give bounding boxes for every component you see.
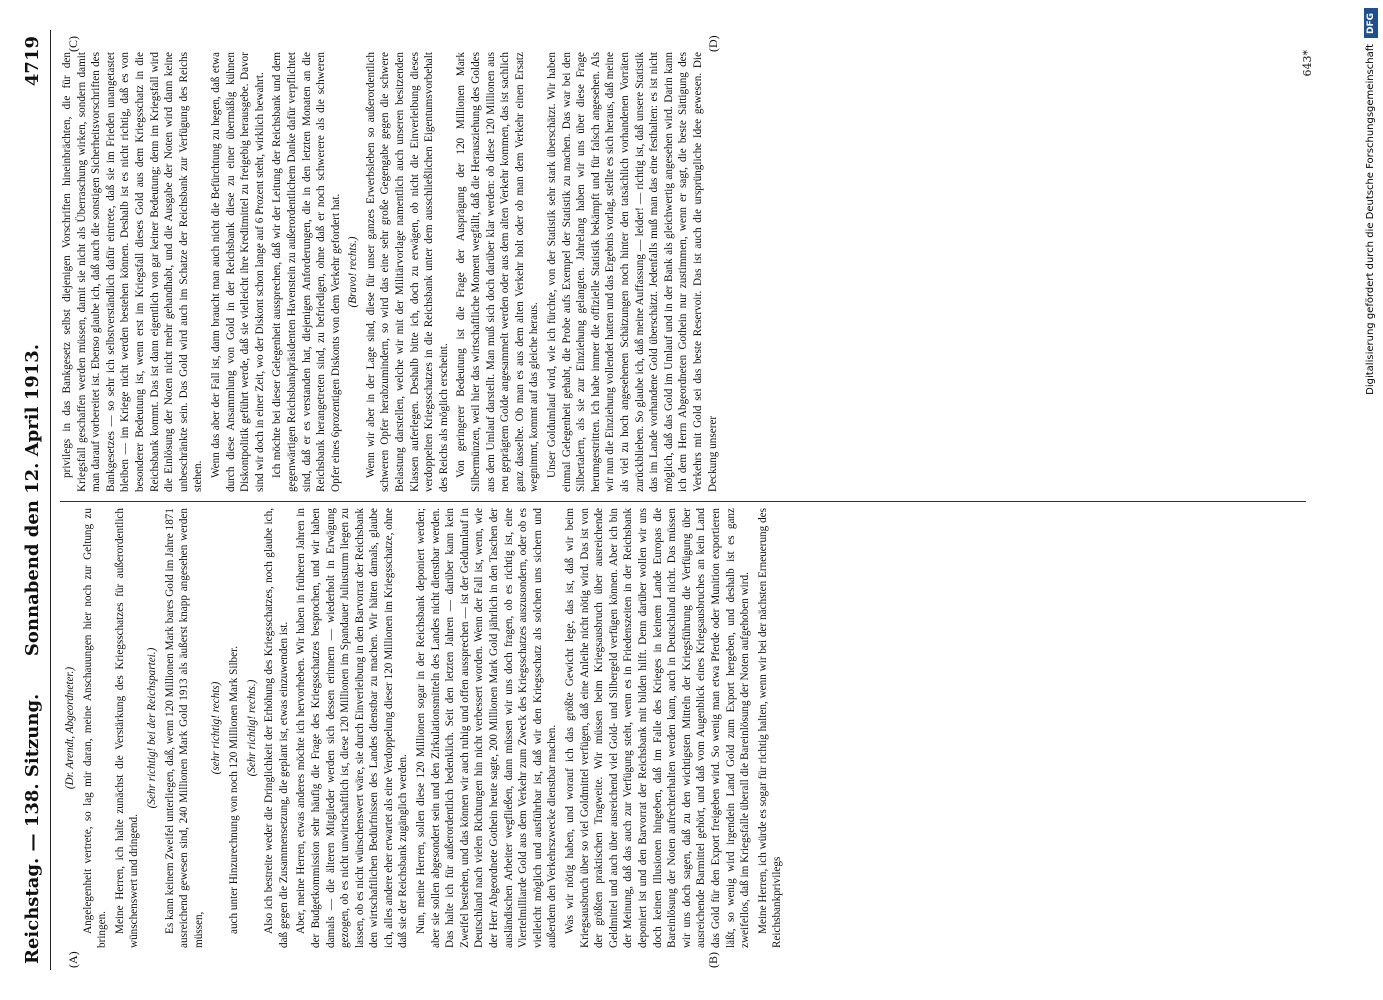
paragraph: Nun, meine Herren, sollen diese 120 Millionen sogar in der Reichsbank deponiert werden; aber sie sollen abgesondert sein und den Zirkulationsmitteln des Landes nicht dienstbar werden. Das halte ich für außerordentlich bedenklich. Seit den letzten Jahren — darüber kann kein Zweifel bestehen, und das können wir auch ruhig und offen aussprechen — ist der Geldumlauf in Deutschland nach vielen Richtungen hin nicht verbessert worden. Wenn der Fall ist, wenn, wie der Herr Abgeordnete Gothein heute sagte, 200 Millionen Mark Gold jährlich in den Taschen der ausländischen Arbeiter wegfließen, dann müssen wir uns doch fragen, ob es richtig ist, eine Viertelmilliarde Gold aus dem Verkehr zum Zweck des Kriegsschatzes auszusondern, oder ob es vielleicht möglich und ausführbar ist, daß wir den Kriegsschatz als solchen uns sichern und außerdem den Verkehrszwecke dienstbar machen.	[415, 508, 559, 948]
paragraph: auch unter Hinzurechnung von noch 120 Millionen Mark Silber.	[227, 645, 240, 934]
margin-marker-c: (C)	[66, 36, 80, 52]
right-column	[60, 52, 1306, 492]
paragraph: Meine Herren, ich halte zunächst die Verstärkung des Kriegsschatzes für außerordentlich wünschenswert und dringend.	[113, 508, 141, 948]
paragraph: (Bravo! rechts.)	[347, 236, 360, 308]
left-column	[60, 508, 1306, 948]
digitization-credit	[1363, 0, 1381, 1000]
paragraph: Meine Herren, ich würde es sogar für richtig halten, wenn wir bei der nächsten Erneuerung des Reichsbankprivilegs	[756, 508, 784, 948]
credit-text: Digitalisierung gefördert durch die Deutsche Forschungsgemeinschaft	[1365, 44, 1376, 395]
page-number: 4719	[22, 36, 43, 87]
paragraph: Ich möchte bei dieser Gelegenheit aussprechen, daß wir der Leitung der Reichsbank und dem gegenwärtigen Reichsbankpräsidenten Havenstein zu außerordentlichem Danke dafür verpflichtet sind, daß er es verstanden hat, diejenigen Anforderungen, die in den letzten Monaten an die Reichsbank herangetreten sind, zu befriedigen, ohne daß er noch schwerere als die schweren Opfer eines 6prozentigen Diskonts von dem Verkehr gefordert hat.	[271, 52, 342, 492]
paragraph: Wenn wir aber in der Lage sind, diese für unser ganzes Erwerbsleben so außerordentlich schweren Opfer herabzumindern, so wird das eine sehr große Gegengabe gegen die schwere Belastung darstellen, welche wir mit der Militärvorlage namentlich auch unseren besitzenden Klassen auferlegen. Deshalb bitte ich, doch zu erwägen, ob nicht die Einverleibung dieses verdoppelten Kriegsschatzes in die Reichsbank unter dem ausschließlichen Eigentumsvorbehalt des Reichs als möglich erscheint.	[364, 52, 450, 492]
paragraph: Also ich bestreite weder die Dringlichkeit der Erhöhung des Kriegsschatzes, noch glaube ich, daß gegen die Zusammensetzung, die geplant ist, etwas einzuwenden ist.	[263, 508, 290, 948]
margin-marker-b: (B)	[706, 952, 720, 968]
paragraph: Aber, meine Herren, etwas anderes möchte ich hervorheben. Wir haben in früheren Jahren in der Budgetkommission sehr häufig die Frage des Kriegsschatzes besprochen, und wir haben damals — die älteren Mitglieder werden sich dessen erinnern — wiederholt in Erwägung gezogen, ob es nicht unwirtschaftlich ist, diese 120 Millionen im Spandauer Juliusturm liegen zu lassen, ob es nicht wünschenswert wäre, sie durch Einverleibung in den Barvorrat der Reichsbank den wirtschaftlichen Bedürfnissen des Landes dienstbar zu machen. Wir hätten damals, glaube ich, alles andere eher erwartet als eine Verdoppelung dieser 120 Millionen im Kriegsschatze, ohne daß sie der Reichsbank zugänglich werden.	[295, 508, 410, 948]
margin-marker-d: (D)	[706, 35, 720, 52]
paragraph: privilegs in das Bankgesetz selbst diejenigen Vorschriften hineinbrächten, die für den Kriegsfall geschaffen werden müssen, damit sie nicht als Überraschung wirken, sondern damit man darauf vorbereitet ist. Ebenso glaube ich, daß auch die sonstigen Sicherheitsvorschriften des Bankgesetzes — so sehr ich selbstverständlich dafür eintrete, daß sie im Frieden unangetastet bleiben — im Kriege nicht werden bestehen können. Deshalb ist es nicht richtig, daß es von besonderer Bedeutung ist, wenn erst im Kriegsfall dieses Gold aus dem Kriegsschatz in die Reichsbank kommt. Das ist dann eigentlich von gar keiner Bedeutung; denn im Kriegsfall wird die Einlösung der Noten nicht mehr gehandhabt, und die Ausgabe der Noten wird dann keine unbeschränkte sein. Das Gold wird auch im Schatze der Reichsbank zur Verfügung des Reichs stehen.	[61, 52, 205, 492]
paragraph: Angelegenheit vertrete, so lag mir daran, meine Anschauungen hier noch zur Geltung zu bringen.	[81, 508, 109, 948]
paragraph: (sehr richtig! rechts)	[210, 681, 223, 775]
paragraph: (Dr. Arendt, Abgeordneter.)	[64, 666, 76, 790]
paragraph: (Sehr richtig! bei der Reichspartei.)	[145, 647, 158, 809]
paragraph: Wenn das aber der Fall ist, dann braucht man auch nicht die Befürchtung zu hegen, daß etwa durch diese Ansammlung von Gold in der Reichsbank diese zu einer übermäßig kühnen Diskontpolitik geführt werde, daß sie vielleicht ihre Kreditmittel zu freigebig herausgebe. Davor sind wir doch in einer Zeit, wo der Diskont schon lange auf 6 Prozent steht, wirklich bewahrt.	[209, 52, 266, 492]
page-header	[16, 30, 51, 970]
footer-signature-mark: 643*	[1301, 50, 1314, 77]
paragraph: Es kann keinem Zweifel unterliegen, daß, wenn 120 Millionen Mark bares Gold im Jahre 1871 ausreichend gewesen sind, 240 Millionen Mark Gold 1913 als äußerst knapp angesehen werden müssen,	[163, 508, 205, 948]
paragraph: (Sehr richtig! rechts.)	[245, 679, 258, 777]
paragraph: Unser Goldumlauf wird, wie ich fürchte, von der Statistik sehr stark überschätzt. Wir haben einmal Gelegenheit gehabt, die Probe aufs Exempel der Statistik zu machen. Das war bei den Silbertalern, als sie zur Einziehung gelangten. Jahrelang haben wir uns über diese Frage herumgestritten. Ich habe immer die offizielle Statistik bekämpft und für falsch angesehen. Als wir nun die Einziehung vollendet hatten und das Ergebnis vorlag, stellte es sich heraus, daß meine als viel zu hoch angesehenen Schätzungen noch hinter den tatsächlich vorhandenen Vorräten zurückblieben. So glaube ich, daß meine Auffassung — leider! — richtig ist, daß unsere Statistik das im Lande vorhandene Gold überschätzt. Jedenfalls muß man das eine festhalten: es ist nicht möglich, daß das Gold im Umlauf und in der Bank als gleichwertig angesehen wird. Darin kann ich dem Herrn Abgeordneten Gothein nur zustimmen, wenn er sagt, die beste Sättigung des Verkehrs mit Gold sei das beste Reservoir. Das ist auch die ursprüngliche Idee gewesen. Die Deckung unserer	[546, 52, 719, 492]
header-session: Reichstag. — 138. Sitzung.	[22, 693, 43, 964]
margin-marker-a: (A)	[66, 951, 80, 968]
scanned-page	[16, 30, 1316, 970]
header-date: Sonnabend den 12. April 1913.	[22, 343, 43, 657]
paragraph: Von geringerer Bedeutung ist die Frage der Ausprägung der 120 Millionen Mark Silbermünzen, weil hier das wirtschaftliche Moment wegfällt, daß die Herausziehung des Goldes aus dem Umlauf darstellt. Man muß sich doch darüber klar werden: ob diese 120 Millionen aus neu geprägtem Golde angesammelt werden oder aus dem alten Verkehr kommen, das ist sachlich ganz dasselbe. Ob man es aus dem alten Verkehr holt oder ob man dem Verkehr einen Ersatz wegnimmt, kommt auf das gleiche heraus.	[455, 52, 541, 492]
column-divider	[60, 501, 1306, 502]
dfg-logo: DFG	[1364, 8, 1378, 38]
paragraph: Was wir nötig haben, und worauf ich das größte Gewicht lege, das ist, daß wir beim Kriegsausbruch über so viel Goldmittel verfügen, daß eine Anleihe nicht nötig wird. Das ist von der größten praktischen Tragweite. Wir müssen beim Kriegsausbruch über ausreichende Geldmittel und auch über ausreichend viel Gold- und Silbergeld verfügen können. Aber ich bin der Meinung, daß das auch zur Verfügung steht, wenn es in Friedenszeiten in der Reichsbank deponiert ist und den Barvorrat der Reichsbank mit bilden hilft. Denn darüber wollen wir uns doch keinen Illusionen hingeben, daß im Falle des Krieges in keinem Lande Europas die Bareinlösung der Noten aufrechterhalten werden kann, auch in Deutschland nicht. Das müssen wir uns doch sagen, daß zu den wichtigsten Mitteln der Kriegsführung die Verfügung über ausreichende Barmittel gehört, und daß vom Augenblick eines Kriegsausbruches an kein Land das Gold für den Export freigeben wird. So wenig man etwa Pferde oder Munition exportieren läßt, so wenig wird irgendein Land Gold zum Export hergeben, und deshalb ist es ganz zweifellos, daß im Kriegsfalle überall die Bareinlösung der Noten aufgehoben wird.	[564, 508, 752, 948]
